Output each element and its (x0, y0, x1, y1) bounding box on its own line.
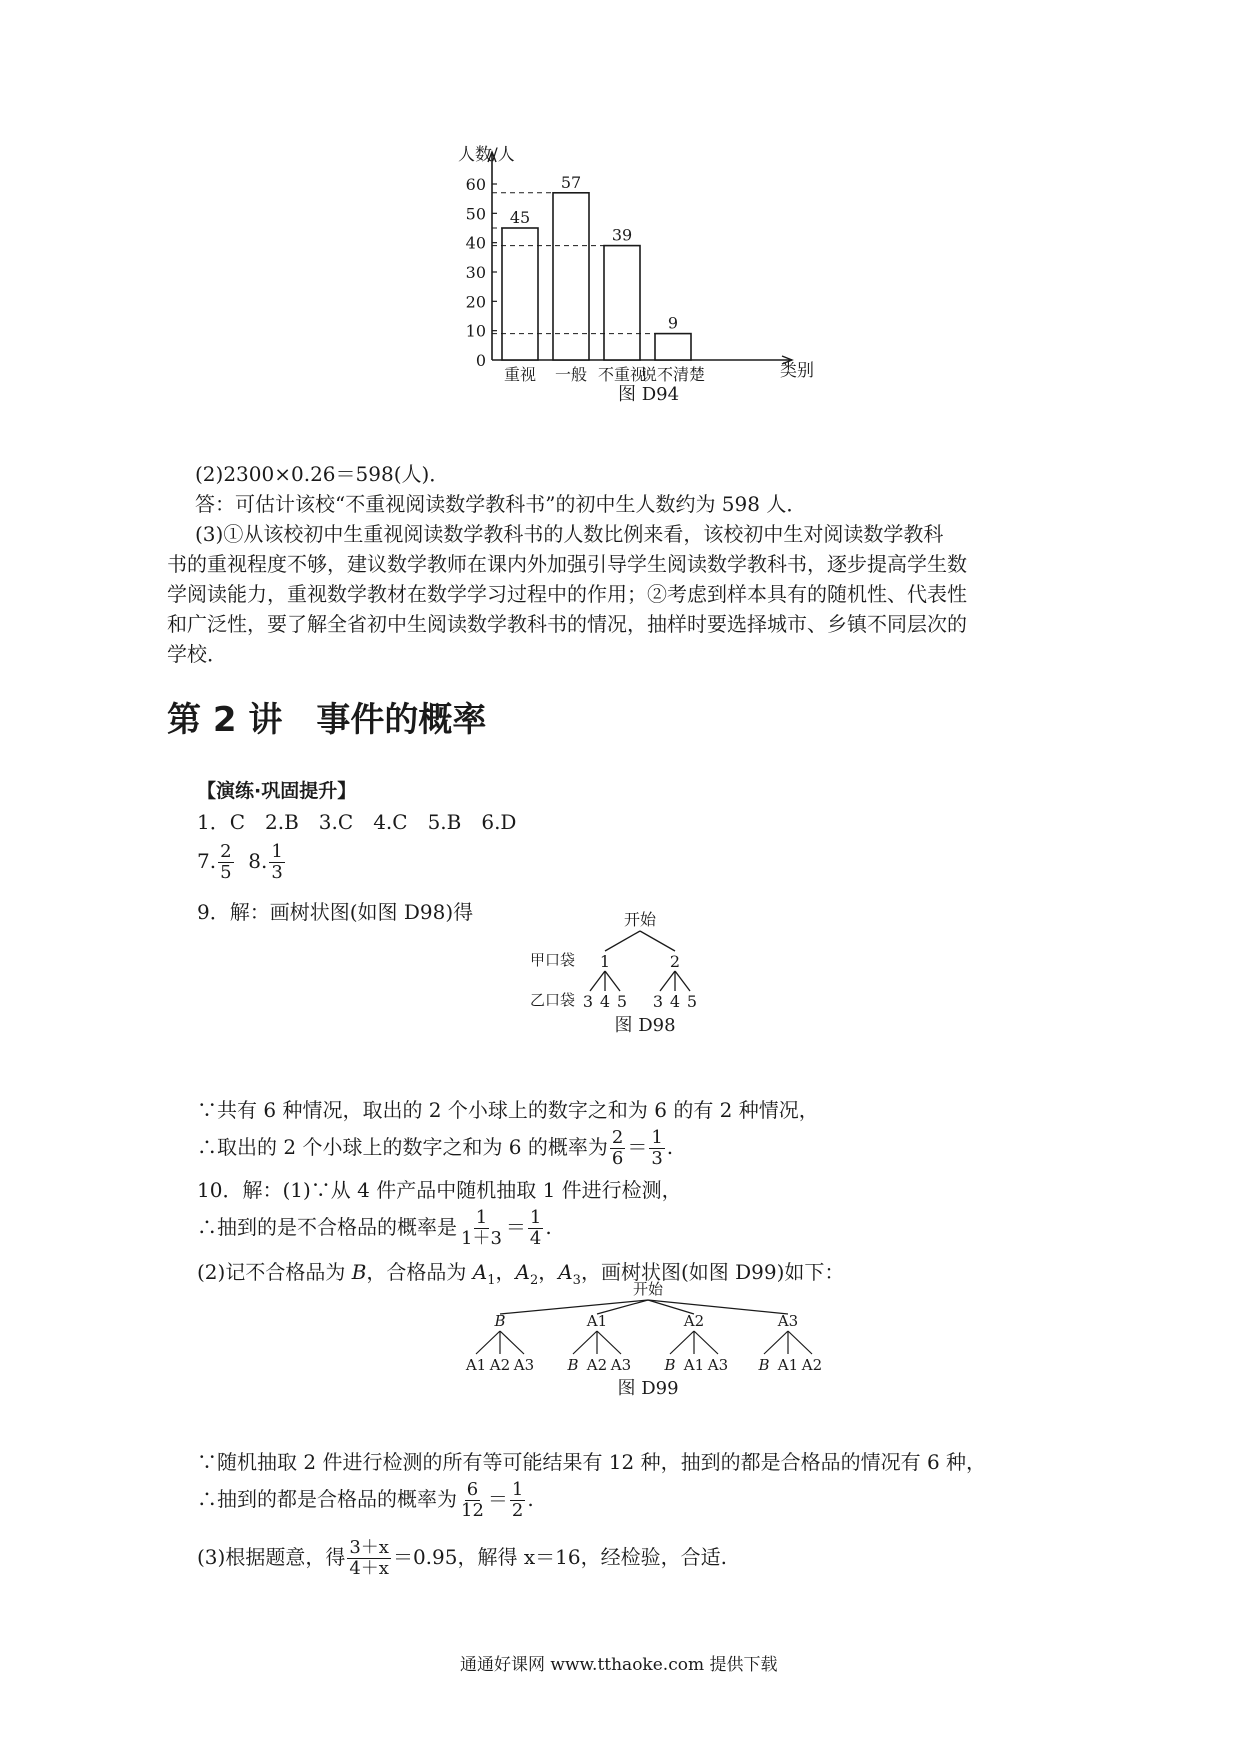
bar-chart (440, 140, 860, 410)
tree2-leaf: A1 (777, 1356, 799, 1374)
tree2-leaf: A2 (801, 1356, 823, 1374)
tree2-branch (500, 1331, 524, 1354)
answer-line-2a: (2)2300×0.26＝598(人)． (195, 462, 450, 486)
tree2-node: A1 (586, 1312, 608, 1330)
y-tick-label: 50 (465, 204, 486, 224)
answers-1-6: 1．C 2.B 3.C 4.C 5.B 6.D (197, 810, 517, 834)
q10-fraction-c: $\frac{6}{12}$ (461, 1479, 484, 1521)
tree2-branch (573, 1331, 597, 1354)
tree-diagram-d99 (465, 1280, 830, 1400)
y-tick-label: 30 (465, 263, 486, 282)
bar-value-label: 57 (560, 172, 582, 192)
tree2-node: A2 (683, 1312, 705, 1330)
tree1-leaf: 4 (599, 992, 611, 1011)
bar-value-label: 45 (509, 208, 531, 227)
y-tick-label: 20 (465, 292, 486, 312)
tree2-leaf: A2 (489, 1356, 511, 1374)
tree1-leaf: 3 (652, 992, 664, 1011)
q9-intro: 9．解：画树状图(如图 D98)得 (197, 900, 474, 924)
category-label: 重视 (503, 365, 537, 384)
y-tick-label: 10 (465, 321, 486, 341)
q10-fraction-e: $\frac{3+x}{4+x}$ (349, 1537, 389, 1579)
tree1-node: 1 (599, 952, 611, 971)
x-axis-label: 类别 (780, 361, 814, 381)
answer-line-3e: 学校． (167, 642, 227, 666)
q9-fraction-b: $\frac{1}{3}$ (651, 1127, 663, 1169)
tree1-node: 2 (669, 952, 681, 971)
q10-fraction-d: $\frac{1}{2}$ (511, 1479, 524, 1521)
q9-fraction-a: $\frac{2}{6}$ (611, 1127, 624, 1169)
answer-line-3c: 学阅读能力，重视数学教材在数学学习过程中的作用；②考虑到样本具有的随机性、代表性 (167, 582, 967, 606)
q10-fraction-a: $\frac{1}{1+3}$ (461, 1207, 502, 1249)
answer-line-3d: 和广泛性，要了解全省初中生阅读数学教科书的情况，抽样时要选择城市、乡镇不同层次的 (167, 612, 967, 636)
q9-line-1: ∵共有 6 种情况，取出的 2 个小球上的数字之和为 6 的有 2 种情况， (197, 1098, 819, 1122)
q10-line-1: 10．解：(1)∵从 4 件产品中随机抽取 1 件进行检测， (197, 1178, 682, 1202)
tree2-leaf: B (567, 1356, 579, 1374)
tree1-caption: 图 D98 (614, 1015, 676, 1036)
tree1-leaf: 4 (669, 992, 681, 1011)
q10-line-3: (2)记不合格品为 B，合格品为 $A_1$，$A_2$，$A_3$，画树状图(如图 D99)如下： (197, 1260, 845, 1288)
tree2-leaf: A2 (586, 1356, 608, 1374)
tree2-branch (694, 1331, 718, 1354)
answer-line-3b: 书的重视程度不够，建议数学教师在课内外加强引导学生阅读数学教科书，逐步提高学生数 (167, 552, 967, 576)
tree2-leaf: B (664, 1356, 676, 1374)
q10-line-4: ∵随机抽取 2 件进行检测的所有等可能结果有 12 种，抽到的都是合格品的情况有 6 种， (197, 1450, 987, 1474)
section-heading: 第 2 讲 事件的概率 (167, 700, 487, 740)
y-tick-label: 60 (465, 175, 486, 194)
chart-caption: 图 D94 (618, 384, 680, 405)
q9-line-2: ∴取出的 2 个小球上的数字之和为 6 的概率为 $\frac{2}{6}$ ＝ $\frac{1}{3}$ . (197, 1127, 674, 1169)
tree2-node: B (494, 1312, 506, 1330)
tree2-branch (500, 1300, 648, 1314)
y-axis-label: 人数/人 (458, 145, 515, 165)
tree2-branch (476, 1331, 500, 1354)
bar (502, 228, 538, 360)
tree2-leaf: A3 (610, 1356, 632, 1374)
q7-fraction: $\frac{2}{5}$ (220, 841, 232, 883)
answer-line-3a: (3)①从该校初中生重视阅读数学教科书的人数比例来看，该校初中生对阅读数学教科 (195, 522, 944, 546)
bar-value-label: 9 (667, 313, 679, 333)
category-label: 一般 (554, 365, 588, 384)
tree-diagram-d98 (530, 905, 770, 1035)
q10-line-2: ∴抽到的是不合格品的概率是 $\frac{1}{1+3}$ ＝ $\frac{1}{4}$ . (197, 1207, 552, 1249)
tree1-leaf: 3 (582, 992, 594, 1011)
y-tick-label: 0 (475, 351, 486, 370)
q8-label: 8. (248, 849, 268, 873)
tree2-caption: 图 D99 (617, 1378, 679, 1399)
tree2-leaf: A3 (707, 1356, 729, 1374)
tree1-leaf: 5 (686, 992, 698, 1011)
bar-value-label: 39 (611, 225, 633, 245)
tree2-branch (788, 1331, 812, 1354)
tree1-row2-label: 乙口袋 (530, 991, 576, 1009)
category-label: 不重视 (597, 365, 647, 384)
q10-line-6: (3)根据题意，得 $\frac{3+x}{4+x}$ ＝0.95，解得 x＝16，经检验，合适. (197, 1537, 727, 1579)
tree2-leaf: A1 (683, 1356, 705, 1374)
practice-subheading: 【演练·巩固提升】 (197, 780, 357, 802)
answer-line-2b: 答：可估计该校“不重视阅读数学教科书”的初中生人数约为 598 人． (195, 492, 807, 516)
tree1-root: 开始 (623, 910, 657, 929)
answers-7-8 (197, 842, 287, 883)
category-label: 说不清楚 (640, 365, 706, 384)
q10-line-5: ∴抽到的都是合格品的概率为 $\frac{6}{12}$ ＝ $\frac{1}{2}$ . (197, 1479, 534, 1521)
q10-fraction-b: $\frac{1}{4}$ (529, 1207, 542, 1249)
bar (655, 334, 691, 360)
tree1-row1-label: 甲口袋 (530, 951, 576, 969)
tree1-leaf: 5 (616, 992, 628, 1011)
tree2-leaf: A1 (465, 1356, 487, 1374)
tree2-branch (597, 1331, 621, 1354)
tree2-leaf: A3 (513, 1356, 535, 1374)
page-footer: 通通好课网 www.tthaoke.com 提供下载 (460, 1655, 778, 1675)
bar (604, 246, 640, 360)
q8-fraction: $\frac{1}{3}$ (271, 841, 283, 883)
bar (553, 193, 589, 360)
tree2-root: 开始 (632, 1280, 664, 1298)
tree2-branch (764, 1331, 788, 1354)
tree2-node: A3 (777, 1312, 799, 1330)
tree2-branch (670, 1331, 694, 1354)
y-tick-label: 40 (465, 233, 486, 253)
tree2-leaf: B (758, 1356, 770, 1374)
q7-label: 7. (197, 849, 217, 873)
